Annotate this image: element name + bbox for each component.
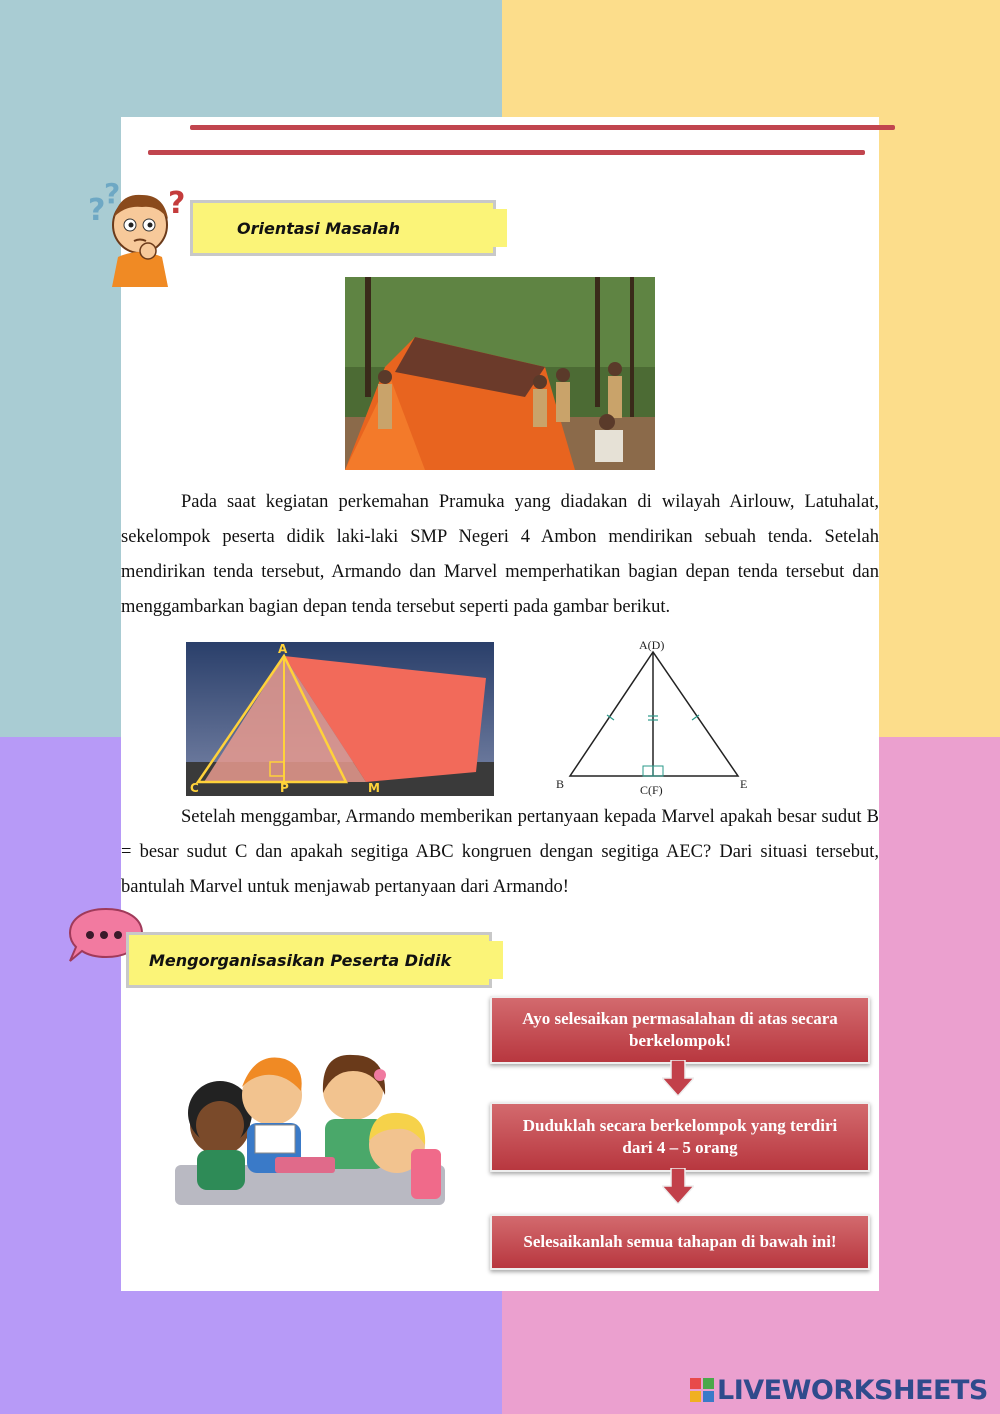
step-box-3 bbox=[490, 1214, 870, 1270]
header-rule-bottom bbox=[148, 150, 865, 155]
liveworksheets-logo[interactable] bbox=[690, 1374, 988, 1406]
header-rule-top bbox=[190, 125, 895, 130]
step-text-2: Duduklah secara berkelompok yang terdiri dari 4 – 5 orang bbox=[522, 1116, 838, 1157]
arrow-down-icon bbox=[662, 1060, 694, 1096]
problem-text-2: Setelah menggambar, Armando memberikan pertanyaan kepada Marvel apakah besar sudut B = besar sudut C dan apakah segitiga ABC kongruen dengan segitiga AEC? Dari situasi tersebut, bantulah Marvel untuk menjawab pertanyaan dari Armando! bbox=[121, 807, 879, 897]
diagram-label-right: E bbox=[740, 777, 748, 791]
section-title-organisasi-label: Mengorganisasikan Peserta Didik bbox=[149, 950, 452, 970]
diagram-label-top: A(D) bbox=[639, 638, 665, 652]
triangle-diagram bbox=[550, 636, 760, 800]
problem-text-1: Pada saat kegiatan perkemahan Pramuka yang diadakan di wilayah Airlouw, Latuhalat, sekelompok peserta didik laki-laki SMP Negeri 4 Ambon mendirikan sebuah tenda. Setelah mendirikan tenda tersebut, Armando dan Marvel memperhatikan bagian depan tenda tersebut dan menggambarkan bagian depan tenda tersebut seperti pada gambar berikut. bbox=[121, 492, 879, 617]
svg-text:?: ? bbox=[104, 177, 121, 210]
section-title-orientasi bbox=[190, 200, 496, 256]
tent-triangle-photo bbox=[186, 642, 494, 796]
section-title-orientasi-label: Orientasi Masalah bbox=[237, 218, 400, 238]
tent-label-m: M bbox=[368, 781, 380, 795]
problem-paragraph-1 bbox=[121, 485, 879, 625]
diagram-label-left: B bbox=[556, 777, 565, 791]
liveworksheets-logo-text: LIVEWORKSHEETS bbox=[717, 1374, 988, 1406]
step-box-1 bbox=[490, 996, 870, 1064]
thinking-boy-icon bbox=[80, 175, 195, 287]
step-box-2 bbox=[490, 1102, 870, 1172]
tent-label-p: P bbox=[280, 781, 289, 795]
diagram-label-bottom: C(F) bbox=[640, 783, 663, 797]
svg-text:?: ? bbox=[88, 193, 106, 228]
problem-paragraph-2 bbox=[121, 800, 879, 905]
scout-camp-photo bbox=[345, 277, 655, 470]
arrow-down-icon bbox=[662, 1168, 694, 1204]
step-text-3: Selesaikanlah semua tahapan di bawah ini! bbox=[523, 1232, 837, 1251]
liveworksheets-logo-icon bbox=[690, 1378, 714, 1402]
section-title-organisasi bbox=[126, 932, 492, 988]
step-text-1: Ayo selesaikan permasalahan di atas secara berkelompok! bbox=[522, 1009, 838, 1050]
tent-label-a: A bbox=[278, 642, 288, 656]
tent-label-c: C bbox=[190, 781, 199, 795]
children-studying-illustration bbox=[175, 1045, 445, 1210]
svg-text:?: ? bbox=[168, 186, 186, 221]
